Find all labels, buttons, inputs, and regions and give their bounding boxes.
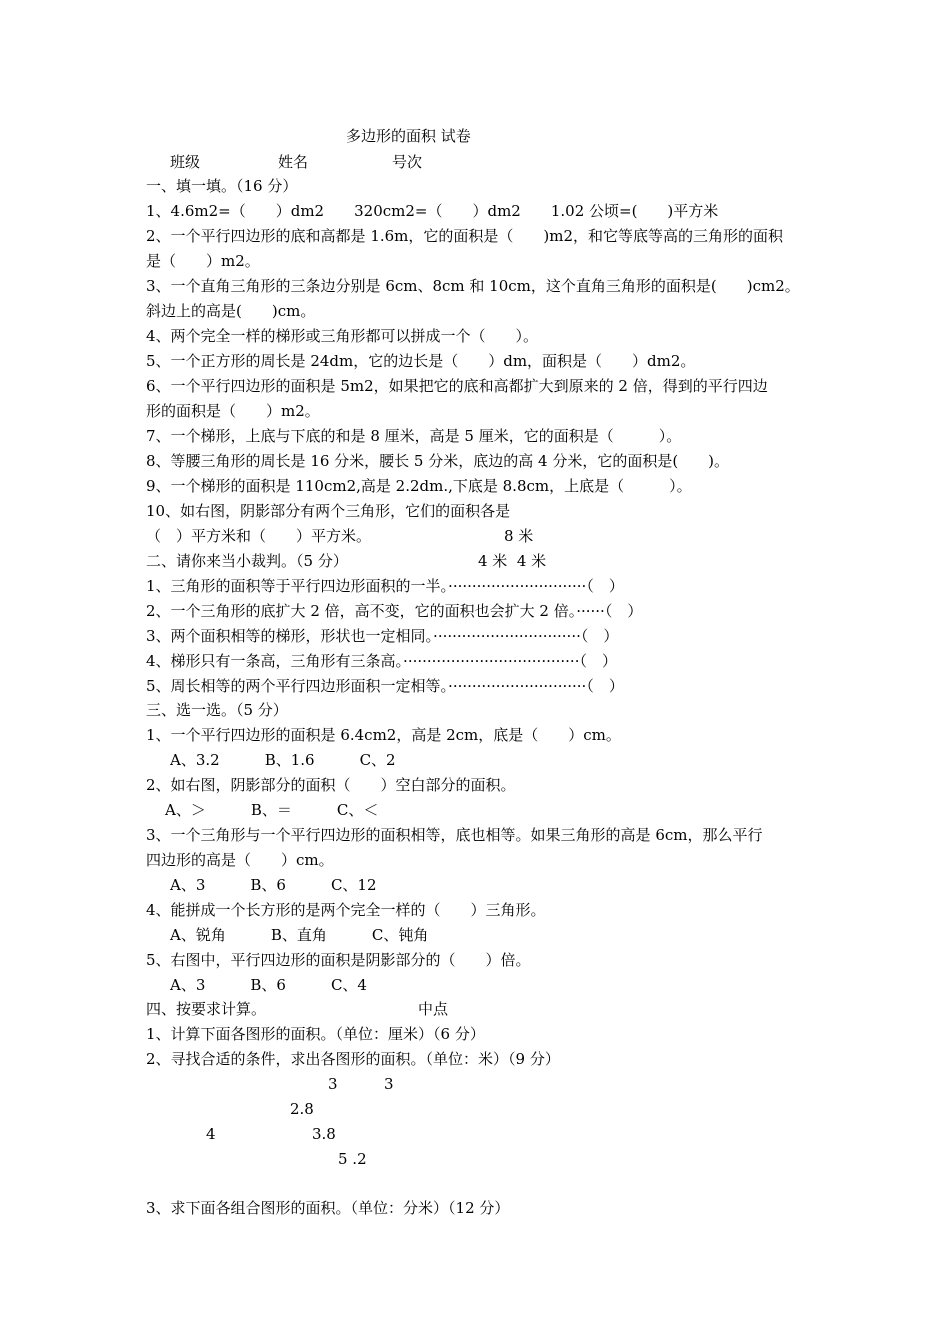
s1-line: 7、一个梯形，上底与下底的和是 8 厘米，高是 5 厘米，它的面积是（ ）。 — [146, 427, 682, 445]
figure-label: 3 — [384, 1075, 394, 1093]
s1-line: 4、两个完全一样的梯形或三角形都可以拼成一个（ ）。 — [146, 327, 539, 345]
s1-line: 8、等腰三角形的周长是 16 分米，腰长 5 分米，底边的高 4 分米，它的面积是( )。 — [146, 452, 730, 470]
s2-line: 3、两个面积相等的梯形，形状也一定相同。·······························（ ） — [146, 627, 619, 645]
figure-label: 5 .2 — [338, 1150, 367, 1168]
s1-line: 1、4.6m2=（ ）dm2 320cm2=（ ）dm2 1.02 公顷=( )平方米 — [146, 202, 719, 220]
s2-line: 1、三角形的面积等于平行四边形面积的一半。·····························（ ） — [146, 577, 624, 595]
s3-options: A、3 B、6 C、4 — [170, 976, 367, 994]
s3-question: 4、能拼成一个长方形的是两个完全一样的（ ）三角形。 — [146, 901, 546, 919]
s1-line: 3、一个直角三角形的三条边分别是 6cm、8cm 和 10cm，这个直角三角形的面积是( )cm2。 — [146, 277, 800, 295]
s1-line: 6、一个平行四边形的面积是 5m2，如果把它的底和高都扩大到原来的 2 倍，得到的平行四边 — [146, 377, 768, 395]
s1-line: 5、一个正方形的周长是 24dm，它的边长是（ ）dm，面积是（ ）dm2。 — [146, 352, 696, 370]
figure-label: 8 米 — [504, 527, 534, 545]
s1-line: 斜边上的高是( )cm。 — [146, 302, 316, 320]
s1-line: （ ）平方米和（ ）平方米。 — [146, 527, 372, 545]
s3-options: A、3 B、6 C、12 — [170, 876, 377, 894]
s1-line: 10、如右图，阴影部分有两个三角形，它们的面积各是 — [146, 502, 511, 520]
s2-line: 2、一个三角形的底扩大 2 倍，高不变，它的面积也会扩大 2 倍。······（ ） — [146, 602, 643, 620]
section4-heading: 四、按要求计算。 — [146, 1000, 267, 1018]
s3-options: A、3.2 B、1.6 C、2 — [170, 751, 396, 769]
s3-options: A、锐角 B、直角 C、钝角 — [170, 926, 429, 944]
figure-label: 3.8 — [312, 1125, 336, 1143]
s1-line: 是（ ）m2。 — [146, 252, 260, 270]
class-label: 班级 — [170, 153, 201, 171]
name-label: 姓名 — [278, 153, 309, 171]
midpoint-label: 中点 — [418, 1000, 449, 1018]
s4-question: 1、计算下面各图形的面积。（单位：厘米）（6 分） — [146, 1025, 485, 1043]
number-label: 号次 — [392, 153, 423, 171]
s3-question: 2、如右图，阴影部分的面积（ ）空白部分的面积。 — [146, 776, 516, 794]
s2-line: 4、梯形只有一条高，三角形有三条高。·····································（ ） — [146, 652, 617, 670]
figure-label: 4 米 4 米 — [478, 552, 547, 570]
s4-question: 3、求下面各组合图形的面积。（单位：分米）（12 分） — [146, 1199, 510, 1217]
section3-heading: 三、选一选。（5 分） — [146, 701, 288, 719]
section2-heading: 二、请你来当小裁判。（5 分） — [146, 552, 348, 570]
section1-heading: 一、填一填。（16 分） — [146, 177, 298, 195]
s1-line: 9、一个梯形的面积是 110cm2,高是 2.2dm.,下底是 8.8cm，上底是（ ）。 — [146, 477, 692, 495]
figure-label: 2.8 — [290, 1100, 314, 1118]
s1-line: 形的面积是（ ）m2。 — [146, 402, 320, 420]
s3-question: 3、一个三角形与一个平行四边形的面积相等，底也相等。如果三角形的高是 6cm，那么平行 — [146, 826, 763, 844]
s1-line: 2、一个平行四边形的底和高都是 1.6m，它的面积是（ )m2，和它等底等高的三角形的面积 — [146, 227, 784, 245]
s4-question: 2、寻找合适的条件，求出各图形的面积。（单位：米）（9 分） — [146, 1050, 560, 1068]
s3-question: 1、一个平行四边形的面积是 6.4cm2，高是 2cm，底是（ ）cm。 — [146, 726, 621, 744]
page-title: 多边形的面积 试卷 — [346, 127, 471, 145]
s3-question: 四边形的高是（ ）cm。 — [146, 851, 334, 869]
figure-label: 3 — [328, 1075, 338, 1093]
s2-line: 5、周长相等的两个平行四边形面积一定相等。·····························（ ） — [146, 677, 624, 695]
s3-question: 5、右图中，平行四边形的面积是阴影部分的（ ）倍。 — [146, 951, 531, 969]
figure-label: 4 — [206, 1125, 216, 1143]
s3-options: A、＞ B、＝ C、＜ — [165, 801, 379, 819]
